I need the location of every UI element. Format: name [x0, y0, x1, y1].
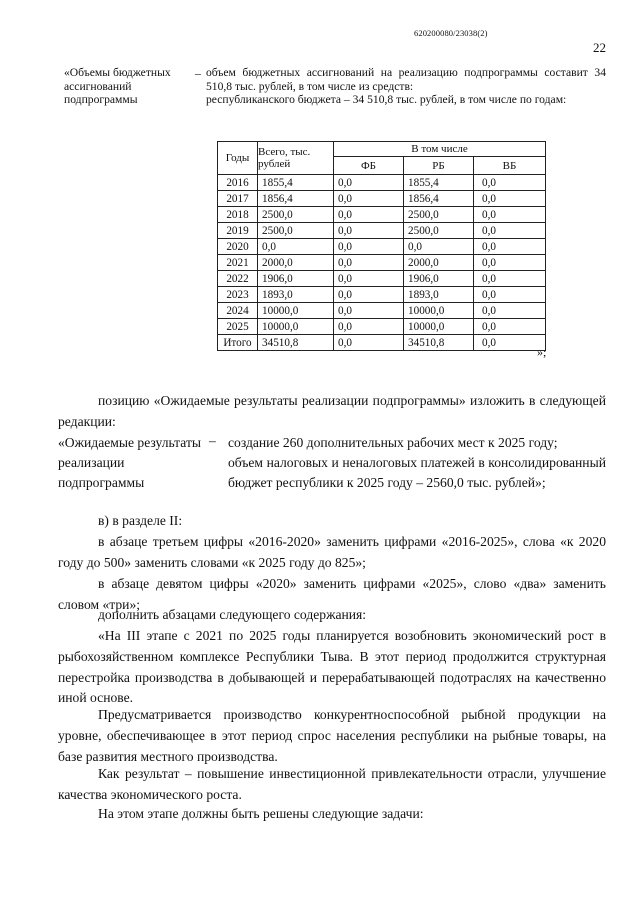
cell-fb: 0,0 [334, 255, 404, 271]
header-rb: РБ [404, 157, 474, 175]
table-row [218, 255, 546, 271]
cell-rb: 1855,4 [404, 175, 474, 191]
cell-rb: 1906,0 [404, 271, 474, 287]
cell-vb: 0,0 [474, 175, 546, 191]
table-row [218, 191, 546, 207]
cell-vb: 0,0 [474, 255, 546, 271]
table-row [218, 175, 546, 191]
cell-year: 2019 [218, 223, 258, 239]
budget-label: «Объемы бюджетных ассигнований подпрограммы [64, 66, 171, 106]
cell-vb: 0,0 [474, 207, 546, 223]
cell-fb: 0,0 [334, 271, 404, 287]
budget-dash: – [195, 66, 201, 80]
table-closing-quote: »; [537, 345, 547, 359]
cell-total: 2500,0 [258, 207, 334, 223]
cell-fb: 0,0 [334, 223, 404, 239]
table-row [218, 271, 546, 287]
results-label: «Ожидаемые результаты реализации подпрограммы [58, 435, 202, 490]
results-description [228, 433, 606, 493]
header-year: Годы [218, 142, 258, 175]
cell-year: 2018 [218, 207, 258, 223]
cell-year: 2025 [218, 319, 258, 335]
cell-rb: 0,0 [404, 239, 474, 255]
cell-fb: 0,0 [334, 303, 404, 319]
cell-year: 2020 [218, 239, 258, 255]
cell-year: 2024 [218, 303, 258, 319]
budget-text-2: республиканского бюджета – 34 510,8 тыс. рублей, в том числе по годам: [206, 93, 567, 107]
cell-year: 2022 [218, 271, 258, 287]
cell-vb: 0,0 [474, 239, 546, 255]
cell-rb: 10000,0 [404, 319, 474, 335]
cell-rb: 34510,8 [404, 335, 474, 351]
cell-vb: 0,0 [474, 271, 546, 287]
paragraph-section: в) в разделе II: [98, 513, 183, 528]
cell-rb: 2500,0 [404, 223, 474, 239]
cell-vb: 0,0 [474, 223, 546, 239]
header-fb: ФБ [334, 157, 404, 175]
cell-total: 10000,0 [258, 319, 334, 335]
header-group: В том числе [334, 142, 546, 157]
cell-total: 34510,8 [258, 335, 334, 351]
cell-fb: 0,0 [334, 175, 404, 191]
paragraph-add: дополнить абзацами следующего содержания: [98, 607, 367, 622]
cell-fb: 0,0 [334, 191, 404, 207]
cell-vb: 0,0 [474, 191, 546, 207]
paragraph-tasks: На этом этапе должны быть решены следующие задачи: [98, 806, 424, 821]
cell-total: 1856,4 [258, 191, 334, 207]
page-number: 22 [593, 40, 606, 55]
cell-vb: 0,0 [474, 287, 546, 303]
table-row [218, 239, 546, 255]
cell-total: 1906,0 [258, 271, 334, 287]
cell-fb: 0,0 [334, 319, 404, 335]
paragraph-abz9: в абзаце девятом цифры «2020» заменить цифрами «2025», слово «два» заменить словом «три»; [58, 576, 606, 612]
cell-total: 2500,0 [258, 223, 334, 239]
cell-rb: 10000,0 [404, 303, 474, 319]
cell-fb: 0,0 [334, 335, 404, 351]
cell-total: 1893,0 [258, 287, 334, 303]
cell-year: Итого [218, 335, 258, 351]
cell-rb: 1856,4 [404, 191, 474, 207]
budget-text-1: объем бюджетных ассигнований на реализацию подпрограммы составит 34 510,8 тыс. рублей, в том числе из средств: [206, 66, 606, 93]
cell-rb: 2000,0 [404, 255, 474, 271]
table-row [218, 335, 546, 351]
cell-fb: 0,0 [334, 239, 404, 255]
cell-year: 2017 [218, 191, 258, 207]
cell-vb: 0,0 [474, 335, 546, 351]
cell-total: 1855,4 [258, 175, 334, 191]
cell-total: 0,0 [258, 239, 334, 255]
header-total: Всего, тыс. рублей [258, 142, 334, 175]
table-row [218, 287, 546, 303]
cell-year: 2016 [218, 175, 258, 191]
document-code: 620200080/23038(2) [414, 28, 488, 38]
paragraph-abz3: в абзаце третьем цифры «2016-2020» заменить цифрами «2016-2025», слова «к 2020 году до 500» заменить словами «к 2025 году до 825»; [58, 534, 606, 570]
cell-rb: 2500,0 [404, 207, 474, 223]
paragraph-result: Как результат – повышение инвестиционной привлекательности отрасли, улучшение качества экономического роста. [58, 766, 606, 802]
cell-year: 2021 [218, 255, 258, 271]
cell-fb: 0,0 [334, 287, 404, 303]
paragraph-position: позицию «Ожидаемые результаты реализации подпрограммы» изложить в следующей редакции: [58, 393, 606, 429]
results-dash: – [209, 433, 216, 448]
cell-fb: 0,0 [334, 207, 404, 223]
cell-vb: 0,0 [474, 319, 546, 335]
results-text-1: создание 260 дополнительных рабочих мест к 2025 году; [228, 435, 558, 450]
results-text-2: объем налоговых и неналоговых платежей в консолидированный бюджет республики к 2025 году – 2560,0 тыс. рублей»; [228, 455, 606, 490]
header-vb: ВБ [474, 157, 546, 175]
cell-total: 2000,0 [258, 255, 334, 271]
paragraph-production: Предусматривается производство конкурентноспособной рыбной продукции на уровне, обеспечивающее в этот период спрос населения республики на рыбные товары, на базе развития местного производства. [58, 707, 606, 764]
paragraph-stage: «На III этапе с 2021 по 2025 годы планируется возобновить экономический рост в рыбохозяйственном комплексе Республики Тыва. В этот период продолжится структурная перестройка производства в добывающей и перерабатывающей подотраслях на качественно иной основе. [58, 628, 606, 706]
budget-table [217, 141, 546, 351]
table-row [218, 303, 546, 319]
table-row [218, 319, 546, 335]
table-row [218, 207, 546, 223]
cell-total: 10000,0 [258, 303, 334, 319]
cell-rb: 1893,0 [404, 287, 474, 303]
budget-description [206, 66, 606, 107]
table-row [218, 223, 546, 239]
cell-vb: 0,0 [474, 303, 546, 319]
cell-year: 2023 [218, 287, 258, 303]
